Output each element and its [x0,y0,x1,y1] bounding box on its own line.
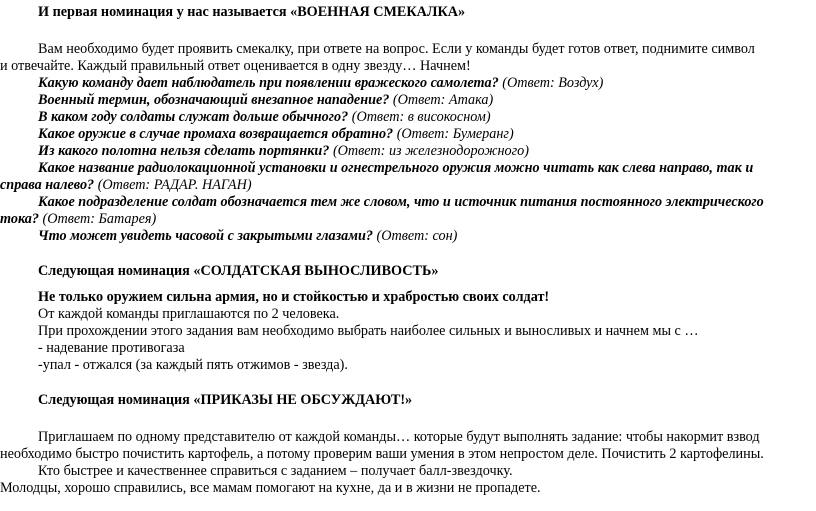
endurance-line-2: При прохождении этого задания вам необходимо выбрать наиболее сильных и выносливых и начнем мы с … [38,323,699,339]
answer-text: (Ответ: сон) [372,228,458,244]
question-3 [38,109,491,126]
orders-line-2: необходимо быстро почистить картофель, а потому проверим ваши умения в этом непростом деле. Почистить 2 картофелины. [0,446,764,462]
question-2 [38,92,493,109]
answer-text: (Ответ: из железнодорожного) [329,143,529,159]
orders-line-1: Приглашаем по одному представителю от каждой команды… которые будут выполнять задание: чтобы накормит взвод [38,429,760,445]
intro-line-2: и отвечайте. Каждый правильный ответ оценивается в одну звезду… Начнем! [0,58,471,74]
question-1 [38,75,603,92]
orders-line-4: Молодцы, хорошо справились, все мамам помогают на кухне, да и в жизни не пропадете. [0,480,541,496]
question-text: Военный термин, обозначающий внезапное нападение? [38,92,390,108]
endurance-item-2: -упал - отжался (за каждый пять отжимов - звезда). [38,357,348,373]
question-4 [38,126,514,143]
question-text: Какое оружие в случае промаха возвращается обратно? [38,126,394,142]
orders-line-3: Кто быстрее и качественнее справиться с заданием – получает балл-звездочку. [38,463,513,479]
intro-line-1: Вам необходимо будет проявить смекалку, при ответе на вопрос. Если у команды будет готов ответ, поднимите символ [38,41,755,57]
answer-text: (Ответ: Атака) [389,92,494,108]
question-text: В каком году солдаты служат дольше обычного? [38,109,349,125]
question-text: Какую команду дает наблюдатель при появлении вражеского самолета? [38,75,499,91]
heading-military-wit: И первая номинация у нас называется «ВОЕННАЯ СМЕКАЛКА» [38,4,466,20]
question-text: тока? [0,211,39,227]
question-6-line-2 [0,177,252,194]
question-7-line-2 [0,211,156,228]
endurance-bold-line: Не только оружием сильна армия, но и стойкостью и храбростью своих солдат! [38,289,550,305]
answer-text: (Ответ: в високосном) [348,109,491,125]
question-text: справа налево? [0,177,95,193]
question-5 [38,143,529,160]
endurance-line-1: От каждой команды приглашаются по 2 человека. [38,306,340,322]
endurance-item-1: - надевание противогаза [38,340,185,356]
answer-text: (Ответ: Бумеранг) [393,126,514,142]
heading-orders: Следующая номинация «ПРИКАЗЫ НЕ ОБСУЖДАЮТ!» [38,392,413,408]
question-text: Из какого полотна нельзя сделать портянки? [38,143,330,159]
answer-text: (Ответ: РАДАР. НАГАН) [94,177,252,193]
heading-soldier-endurance: Следующая номинация «СОЛДАТСКАЯ ВЫНОСЛИВОСТЬ» [38,263,439,279]
answer-text: (Ответ: Батарея) [38,211,157,227]
question-text: Что может увидеть часовой с закрытыми глазами? [38,228,373,244]
question-7-line-1: Какое подразделение солдат обозначается тем же словом, что и источник питания постоянного электрического [38,194,764,210]
question-8 [38,228,457,245]
question-6-line-1: Какое название радиолокационной установки и огнестрельного оружия можно читать как слева направо, так и [38,160,754,176]
answer-text: (Ответ: Воздух) [498,75,604,91]
